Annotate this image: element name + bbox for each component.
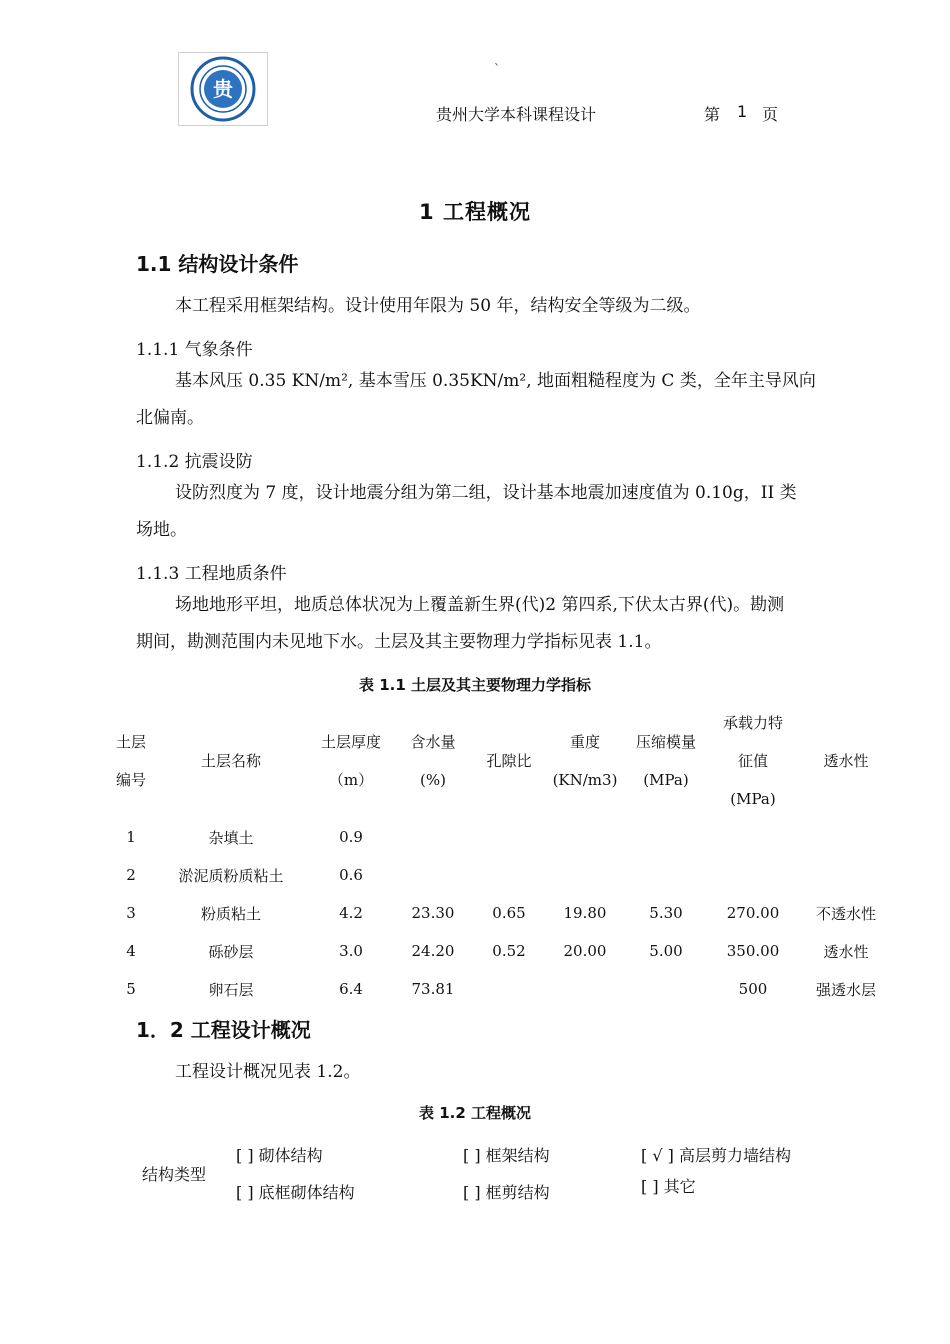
table-cell <box>472 856 546 894</box>
table-cell: 0.52 <box>492 942 526 960</box>
table-cell: 20.00 <box>563 942 607 960</box>
table-header-cell <box>546 704 624 818</box>
table-row <box>108 894 894 932</box>
table-cell: 270.00 <box>726 904 780 922</box>
table-cell: 5.30 <box>649 904 683 922</box>
option-label: 底框砌体结构 <box>258 1183 355 1202</box>
header-line: (MPa) <box>730 790 776 808</box>
header-line: 承载力特 <box>722 714 783 732</box>
table-row <box>108 818 894 856</box>
table-cell <box>798 818 894 856</box>
table-cell <box>708 818 798 856</box>
checkbox-mark: [ √ ] <box>641 1146 674 1165</box>
university-logo <box>178 52 268 126</box>
header-line: 编号 <box>115 771 146 789</box>
table-header-row <box>108 704 894 818</box>
table-cell <box>624 856 708 894</box>
section-1-1-title: 1.1 结构设计条件 <box>136 252 299 276</box>
table-cell: 24.20 <box>411 942 455 960</box>
option-label: 框剪结构 <box>485 1183 550 1202</box>
section-1-1-2-line2: 场地。 <box>136 520 187 540</box>
table-cell <box>546 856 624 894</box>
header-page-prefix: 第 <box>704 105 721 124</box>
header-line: （m） <box>328 771 374 789</box>
table-header-cell <box>708 704 798 818</box>
section-1-1-3-title: 1.1.3 工程地质条件 <box>136 564 287 584</box>
table-cell: 5.00 <box>649 942 683 960</box>
header-course-title: 贵州大学本科课程设计 <box>436 105 597 124</box>
section-1-1-1-line2: 北偏南。 <box>136 408 204 428</box>
table-cell: 砾砂层 <box>208 942 254 961</box>
section-1-1-1-line1: 基本风压 0.35 KN/m², 基本雪压 0.35KN/m², 地面粗糙程度为 C 类，全年主导风向 <box>175 371 816 391</box>
checkbox-mark: [ ] <box>236 1183 254 1202</box>
table-header-cell <box>624 704 708 818</box>
header-line: 含水量 <box>410 733 456 751</box>
table-cell: 0.65 <box>492 904 526 922</box>
header-line: 孔隙比 <box>486 752 532 770</box>
table-cell: 0.6 <box>339 866 363 884</box>
table-cell <box>394 818 472 856</box>
section-1-1-intro: 本工程采用框架结构。设计使用年限为 50 年，结构安全等级为二级。 <box>175 296 701 316</box>
header-line: 重度 <box>569 733 600 751</box>
header-line: 土层 <box>115 733 146 751</box>
header-line: (MPa) <box>643 771 689 789</box>
table-header-cell <box>308 704 394 818</box>
checkbox-mark: [ ] <box>236 1146 254 1165</box>
table-cell: 350.00 <box>726 942 780 960</box>
header-page-suffix: 页 <box>762 105 779 124</box>
table-cell <box>708 856 798 894</box>
option-masonry <box>236 1143 323 1166</box>
table-header-cell <box>108 704 154 818</box>
section-1-1-1-title: 1.1.1 气象条件 <box>136 340 253 360</box>
checkbox-mark: [ ] <box>463 1183 481 1202</box>
header-line: 压缩模量 <box>635 733 696 751</box>
table-cell: 3 <box>126 904 136 922</box>
table-row <box>108 932 894 970</box>
section-1-1-3-line2: 期间，勘测范围内未见地下水。土层及其主要物理力学指标见表 1.1。 <box>136 632 662 652</box>
header-line: 土层名称 <box>200 752 261 770</box>
header-line: 土层厚度 <box>320 733 381 751</box>
option-frame-shear <box>463 1180 550 1203</box>
table-cell: 4.2 <box>339 904 363 922</box>
table-cell <box>798 856 894 894</box>
header-line: (%) <box>420 771 446 789</box>
header-line: 征值 <box>737 752 768 770</box>
checkbox-mark: [ ] <box>641 1177 659 1196</box>
table-cell: 19.80 <box>563 904 607 922</box>
stray-mark: ` <box>494 62 500 76</box>
table-cell <box>472 818 546 856</box>
table-row <box>108 970 894 1008</box>
section-1-1-2-line1: 设防烈度为 7 度，设计地震分组为第二组，设计基本地震加速度值为 0.10g，II 类 <box>175 483 797 503</box>
table-cell: 1 <box>126 828 136 846</box>
table-cell: 淤泥质粉质粘土 <box>178 866 284 885</box>
table-header-cell <box>472 704 546 818</box>
section-1-2-intro: 工程设计概况见表 1.2。 <box>175 1062 361 1082</box>
header-page-number: 1 <box>737 102 748 121</box>
table-cell <box>546 970 624 1008</box>
table-cell: 卵石层 <box>208 980 254 999</box>
option-frame <box>463 1143 550 1166</box>
table-cell <box>472 970 546 1008</box>
table-cell: 强透水层 <box>815 980 876 999</box>
header-line: (KN/m3) <box>552 771 618 789</box>
svg-text:贵: 贵 <box>213 77 233 101</box>
table-cell: 3.0 <box>339 942 363 960</box>
option-shear-wall <box>641 1143 791 1166</box>
table-cell: 23.30 <box>411 904 455 922</box>
table-cell: 2 <box>126 866 136 884</box>
section-1-2-title: 1．2 工程设计概况 <box>136 1018 311 1042</box>
table-cell: 不透水性 <box>815 904 876 923</box>
option-label: 砌体结构 <box>258 1146 323 1165</box>
section-1-1-2-title: 1.1.2 抗震设防 <box>136 452 253 472</box>
table-1-2-caption: 表 1.2 工程概况 <box>418 1104 532 1122</box>
option-other <box>641 1174 696 1197</box>
table-cell <box>624 818 708 856</box>
table-cell: 500 <box>738 980 768 998</box>
option-label: 其它 <box>663 1177 696 1196</box>
university-seal-icon <box>190 56 256 122</box>
header-line: 透水性 <box>823 752 869 770</box>
soil-layers-table <box>108 704 894 1008</box>
table-cell: 粉质粘土 <box>200 904 261 923</box>
table-cell: 6.4 <box>339 980 363 998</box>
table-cell <box>546 818 624 856</box>
table-cell: 73.81 <box>411 980 455 998</box>
checkbox-mark: [ ] <box>463 1146 481 1165</box>
option-label: 框架结构 <box>485 1146 550 1165</box>
table-cell: 5 <box>126 980 136 998</box>
section-1-1-3-line1: 场地地形平坦，地质总体状况为上覆盖新生界(代)2 第四系,下伏太古界(代)。勘测 <box>175 595 785 615</box>
table-cell <box>624 970 708 1008</box>
table-header-cell <box>154 704 308 818</box>
table-cell: 0.9 <box>339 828 363 846</box>
option-bottom-frame-masonry <box>236 1180 355 1203</box>
table-header-cell <box>394 704 472 818</box>
table-row <box>108 856 894 894</box>
table-cell <box>394 856 472 894</box>
table-header-cell <box>798 704 894 818</box>
table-1-1-caption: 表 1.1 土层及其主要物理力学指标 <box>358 676 592 694</box>
table-cell: 杂填土 <box>208 828 254 847</box>
option-label: 高层剪力墙结构 <box>678 1146 791 1165</box>
chapter-title: 1 工程概况 <box>419 200 531 224</box>
table-cell: 4 <box>126 942 136 960</box>
table-cell: 透水性 <box>823 942 869 961</box>
structure-type-label: 结构类型 <box>142 1165 207 1184</box>
